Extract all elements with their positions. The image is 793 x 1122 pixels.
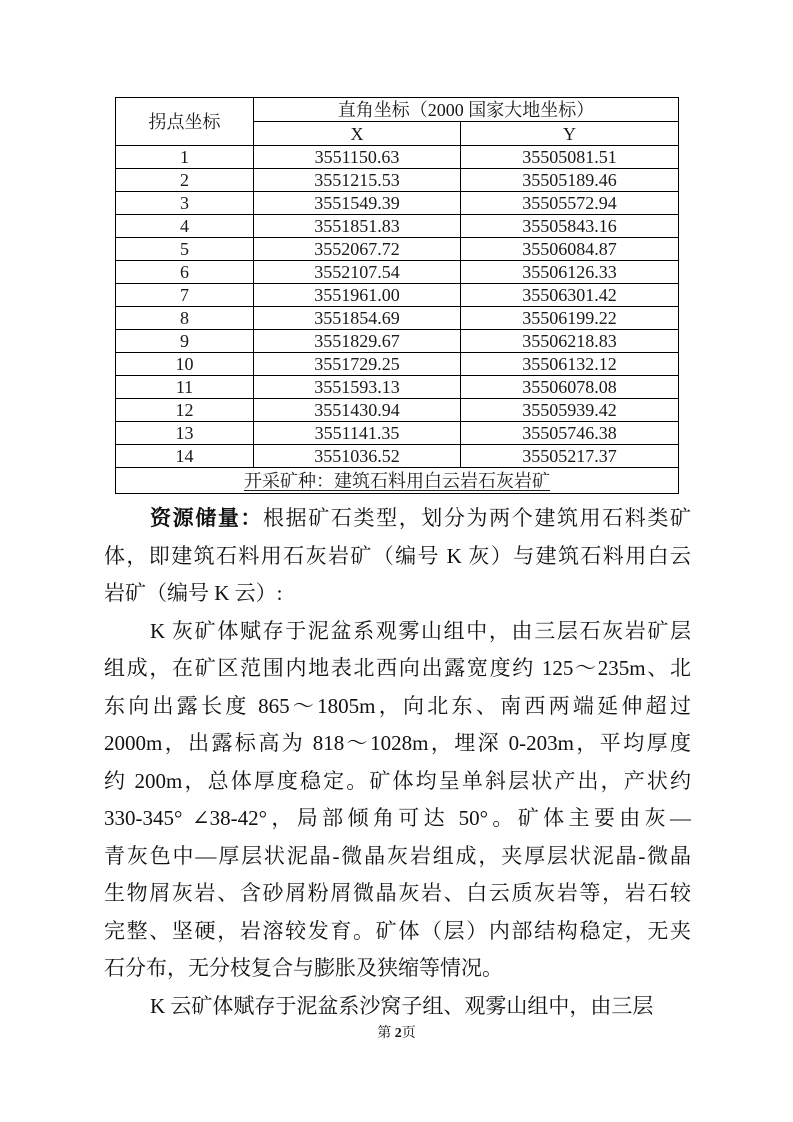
table-row — [116, 399, 679, 422]
header-coordinate-system: 直角坐标（2000 国家大地坐标） — [254, 98, 679, 122]
table-row — [116, 215, 679, 238]
coordinate-y: 35506199.22 — [461, 307, 679, 330]
coordinate-y: 35505217.37 — [461, 445, 679, 468]
text-line: 组成，在矿区范围内地表北西向出露宽度约 125～235m、北 — [104, 656, 691, 680]
table-footer-row — [116, 468, 679, 494]
corner-point-id: 5 — [116, 238, 254, 261]
coordinate-y: 35506126.33 — [461, 261, 679, 284]
table-row — [116, 330, 679, 353]
table-row — [116, 169, 679, 192]
text-line: 生物屑灰岩、含砂屑粉屑微晶灰岩、白云质灰岩等，岩石较 — [104, 881, 691, 905]
corner-point-id: 4 — [116, 215, 254, 238]
page-number-suffix: 页 — [401, 1026, 416, 1041]
corner-point-id: 11 — [116, 376, 254, 399]
page-number-value: 2 — [394, 1026, 402, 1041]
coordinate-y: 35506084.87 — [461, 238, 679, 261]
coordinate-x: 3551430.94 — [254, 399, 461, 422]
coordinate-x: 3552107.54 — [254, 261, 461, 284]
corner-point-id: 10 — [116, 353, 254, 376]
coordinate-x: 3551150.63 — [254, 146, 461, 169]
coordinate-x: 3551141.35 — [254, 422, 461, 445]
header-x: X — [254, 122, 461, 146]
table-row — [116, 422, 679, 445]
header-y: Y — [461, 122, 679, 146]
page-number-prefix: 第 — [377, 1026, 395, 1041]
table-row — [116, 445, 679, 468]
text-line: 资源储量：根据矿石类型，划分为两个建筑用石料类矿 — [150, 506, 692, 530]
table-row — [116, 238, 679, 261]
mining-type-note-cell — [116, 468, 679, 494]
corner-point-id: 8 — [116, 307, 254, 330]
document-body — [104, 500, 691, 1025]
coordinate-y: 35505572.94 — [461, 192, 679, 215]
text-line: 约 200m，总体厚度稳定。矿体均呈单斜层状产出，产状约 — [104, 768, 691, 793]
text-line: 2000m，出露标高为 818～1028m，埋深 0-203m，平均厚度 — [104, 731, 691, 755]
coordinate-x: 3551829.67 — [254, 330, 461, 353]
text-line: 青灰色中—厚层状泥晶-微晶灰岩组成，夹厚层状泥晶-微晶 — [104, 843, 691, 868]
corner-point-id: 14 — [116, 445, 254, 468]
text-line: K 云矿体赋存于泥盆系沙窝子组、观雾山组中，由三层 — [150, 993, 654, 1018]
coordinate-y: 35505081.51 — [461, 146, 679, 169]
coordinate-y: 35505746.38 — [461, 422, 679, 445]
page-number — [0, 1022, 793, 1042]
mining-type-note: 开采矿种：建筑石料用白云岩石灰岩矿 — [244, 470, 550, 491]
coordinate-x: 3552067.72 — [254, 238, 461, 261]
table-row — [116, 146, 679, 169]
table-row — [116, 261, 679, 284]
coordinate-y: 35505843.16 — [461, 215, 679, 238]
table-header-row-1 — [116, 98, 679, 122]
text-line: 完整、坚硬，岩溶较发育。矿体（层）内部结构稳定，无夹 — [104, 918, 691, 943]
text-line: 岩矿（编号 K 云）: — [104, 581, 283, 605]
coordinate-x: 3551593.13 — [254, 376, 461, 399]
paragraph-bold-lead: 资源储量： — [150, 506, 264, 530]
coordinate-x: 3551851.83 — [254, 215, 461, 238]
table-body — [116, 146, 679, 468]
corner-point-id: 3 — [116, 192, 254, 215]
coordinate-y: 35506078.08 — [461, 376, 679, 399]
table-row — [116, 307, 679, 330]
header-corner-point: 拐点坐标 — [116, 98, 254, 146]
corner-point-id: 1 — [116, 146, 254, 169]
coordinate-y: 35506132.12 — [461, 353, 679, 376]
coordinate-y: 35505939.42 — [461, 399, 679, 422]
coordinate-x: 3551961.00 — [254, 284, 461, 307]
coordinate-x: 3551854.69 — [254, 307, 461, 330]
coordinate-x: 3551215.53 — [254, 169, 461, 192]
coordinate-y: 35505189.46 — [461, 169, 679, 192]
coordinate-x: 3551549.39 — [254, 192, 461, 215]
coordinate-y: 35506301.42 — [461, 284, 679, 307]
table-row — [116, 192, 679, 215]
text-line: 体，即建筑石料用石灰岩矿（编号 K 灰）与建筑石料用白云 — [104, 543, 691, 568]
corner-point-id: 13 — [116, 422, 254, 445]
table-row — [116, 353, 679, 376]
corner-point-id: 9 — [116, 330, 254, 353]
coordinate-x: 3551729.25 — [254, 353, 461, 376]
corner-point-id: 6 — [116, 261, 254, 284]
table-row — [116, 376, 679, 399]
text-line: 石分布，无分枝复合与膨胀及狭缩等情况。 — [104, 956, 503, 980]
text-line: 东向出露长度 865～1805m，向北东、南西两端延伸超过 — [104, 693, 691, 718]
text-line: K 灰矿体赋存于泥盆系观雾山组中，由三层石灰岩矿层 — [150, 618, 691, 643]
table-row — [116, 284, 679, 307]
coordinate-y: 35506218.83 — [461, 330, 679, 353]
corner-point-id: 7 — [116, 284, 254, 307]
coordinate-x: 3551036.52 — [254, 445, 461, 468]
corner-coordinates-table — [115, 97, 679, 494]
corner-point-id: 12 — [116, 399, 254, 422]
corner-point-id: 2 — [116, 169, 254, 192]
text-line: 330-345° ∠38-42°，局部倾角可达 50°。矿体主要由灰— — [104, 806, 691, 830]
